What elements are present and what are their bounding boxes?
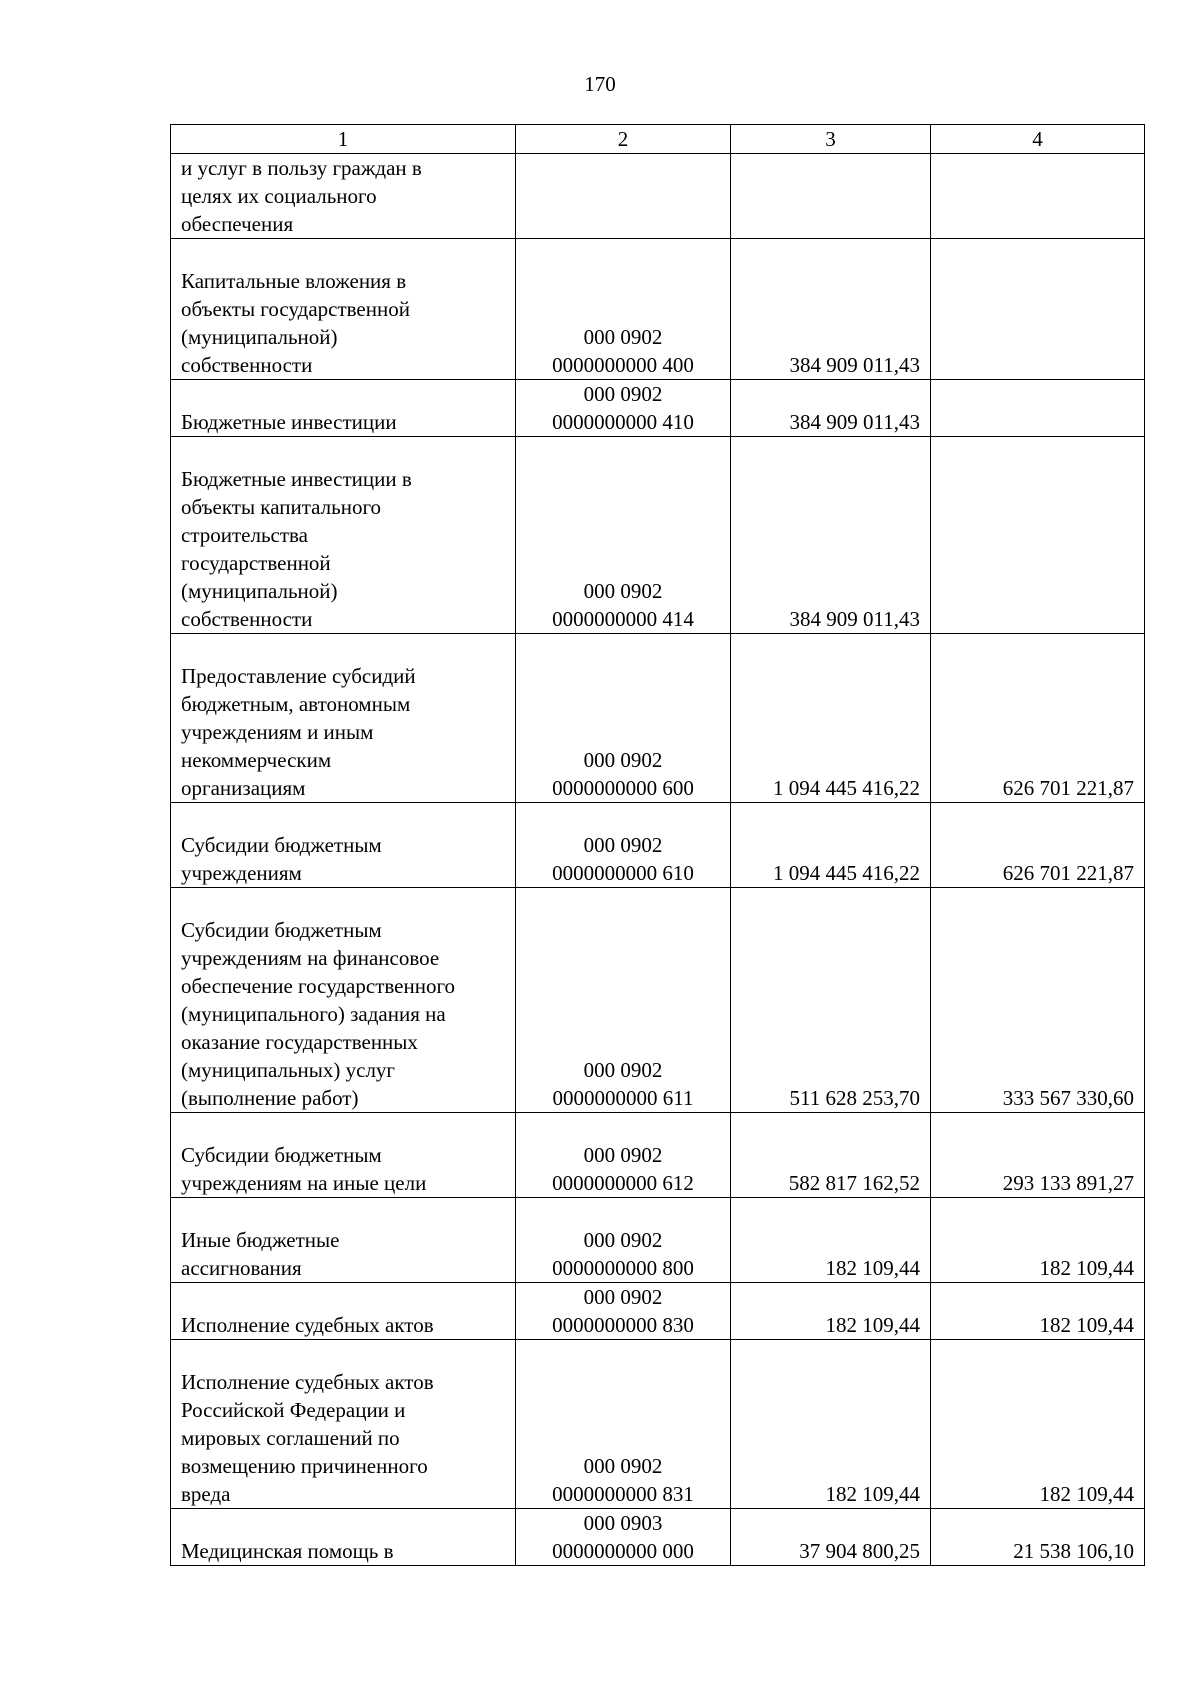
table-row	[171, 1113, 1145, 1198]
row-name-cell	[171, 634, 516, 803]
row-code-line: 0000000000 400	[552, 353, 694, 377]
table-row	[171, 437, 1145, 634]
row-code-cell	[516, 1283, 731, 1340]
row-name-line: собственности	[181, 353, 313, 377]
row-name-line: учреждениям и иным	[181, 720, 374, 744]
row-name-line: (муниципальной)	[181, 325, 338, 349]
row-name-line: объекты государственной	[181, 297, 410, 321]
row-col3-amount: 182 109,44	[731, 1283, 931, 1340]
table-header-row	[171, 125, 1145, 154]
row-code-line: 000 0902	[583, 1058, 663, 1082]
row-name-line	[181, 380, 505, 408]
row-code-line: 000 0902	[583, 1285, 663, 1309]
row-col3-amount: 511 628 253,70	[731, 888, 931, 1113]
row-col3-amount: 37 904 800,25	[731, 1509, 931, 1566]
column-header-4: 4	[931, 125, 1145, 154]
table-body	[171, 154, 1145, 1566]
page-number: 170	[584, 72, 616, 96]
row-col3-amount: 384 909 011,43	[731, 437, 931, 634]
row-code-line: 000 0902	[583, 833, 663, 857]
row-name-cell	[171, 239, 516, 380]
table-row	[171, 888, 1145, 1113]
row-col4-amount: 182 109,44	[931, 1198, 1145, 1283]
table-row	[171, 239, 1145, 380]
row-code-line: 000 0902	[583, 579, 663, 603]
row-code-line: 000 0902	[583, 748, 663, 772]
row-code-line: 000 0902	[583, 325, 663, 349]
row-name-line: собственности	[181, 607, 313, 631]
row-name-line: Исполнение судебных актов	[181, 1313, 434, 1337]
row-name-line: вреда	[181, 1482, 231, 1506]
row-col4-amount: 626 701 221,87	[931, 803, 1145, 888]
row-code-cell	[516, 634, 731, 803]
row-col4-amount: 333 567 330,60	[931, 888, 1145, 1113]
row-name-line: (муниципального) задания на	[181, 1002, 446, 1026]
row-name-line: Субсидии бюджетным	[181, 918, 382, 942]
row-code-line: 0000000000 612	[552, 1171, 694, 1195]
row-name-line: организациям	[181, 776, 306, 800]
row-name-line: Медицинская помощь в	[181, 1539, 394, 1563]
row-code-line	[526, 210, 720, 238]
row-col3-amount: 1 094 445 416,22	[731, 803, 931, 888]
row-code-cell	[516, 1113, 731, 1198]
row-name-line: Иные бюджетные	[181, 1228, 340, 1252]
row-code-cell	[516, 1340, 731, 1509]
row-name-line: государственной	[181, 551, 331, 575]
row-name-line	[181, 1340, 505, 1368]
row-name-line: Субсидии бюджетным	[181, 1143, 382, 1167]
row-name-line: возмещению причиненного	[181, 1454, 428, 1478]
row-code-line: 0000000000 414	[552, 607, 694, 631]
row-name-line: Субсидии бюджетным	[181, 833, 382, 857]
row-name-line	[181, 888, 505, 916]
row-code-cell	[516, 239, 731, 380]
row-name-line: учреждениям на иные цели	[181, 1171, 427, 1195]
row-code-line: 0000000000 800	[552, 1256, 694, 1280]
table-row	[171, 1509, 1145, 1566]
row-code-line: 000 0902	[583, 382, 663, 406]
row-code-line: 0000000000 600	[552, 776, 694, 800]
row-name-line	[181, 1113, 505, 1141]
row-name-line	[181, 803, 505, 831]
table-row	[171, 154, 1145, 239]
row-code-line: 0000000000 611	[552, 1086, 694, 1110]
row-name-line: мировых соглашений по	[181, 1426, 400, 1450]
row-col4-amount: 21 538 106,10	[931, 1509, 1145, 1566]
row-col4-amount: 182 109,44	[931, 1283, 1145, 1340]
row-name-cell	[171, 888, 516, 1113]
row-col3-amount: 182 109,44	[731, 1340, 931, 1509]
row-name-line: бюджетным, автономным	[181, 692, 411, 716]
row-code-line: 0000000000 610	[552, 861, 694, 885]
row-name-cell	[171, 1340, 516, 1509]
row-code-cell	[516, 437, 731, 634]
row-name-line: (муниципальной)	[181, 579, 338, 603]
row-name-line: строительства	[181, 523, 309, 547]
row-name-line: Предоставление субсидий	[181, 664, 416, 688]
row-name-line: объекты капитального	[181, 495, 382, 519]
row-name-line	[181, 1198, 505, 1226]
row-col3-amount: 384 909 011,43	[731, 380, 931, 437]
row-name-line: Капитальные вложения в	[181, 269, 407, 293]
table-row	[171, 634, 1145, 803]
column-header-2: 2	[516, 125, 731, 154]
row-name-cell	[171, 1509, 516, 1566]
row-code-cell	[516, 1198, 731, 1283]
row-code-cell	[516, 803, 731, 888]
row-name-line	[181, 1509, 505, 1537]
row-code-cell	[516, 1509, 731, 1566]
row-code-line	[526, 182, 720, 210]
row-col3-amount: 1 094 445 416,22	[731, 634, 931, 803]
row-col3-amount	[731, 154, 931, 239]
row-col4-amount	[931, 239, 1145, 380]
row-code-line: 0000000000 410	[552, 410, 694, 434]
column-header-3: 3	[731, 125, 931, 154]
row-col3-amount: 182 109,44	[731, 1198, 931, 1283]
row-code-line: 0000000000 000	[552, 1539, 694, 1563]
row-code-cell	[516, 154, 731, 239]
row-name-cell	[171, 803, 516, 888]
row-col4-amount	[931, 437, 1145, 634]
table-row	[171, 803, 1145, 888]
table-row	[171, 1198, 1145, 1283]
row-name-line: и услуг в пользу граждан в	[181, 156, 422, 180]
row-name-line: Бюджетные инвестиции	[181, 410, 397, 434]
row-col4-amount: 626 701 221,87	[931, 634, 1145, 803]
row-name-line: (выполнение работ)	[181, 1086, 359, 1110]
row-col4-amount: 293 133 891,27	[931, 1113, 1145, 1198]
row-code-line: 000 0902	[583, 1143, 663, 1167]
row-code-cell	[516, 888, 731, 1113]
column-header-1: 1	[171, 125, 516, 154]
row-code-line: 0000000000 830	[552, 1313, 694, 1337]
row-name-line: (муниципальных) услуг	[181, 1058, 396, 1082]
row-name-line: целях их социального	[181, 184, 377, 208]
row-name-line: обеспечения	[181, 212, 294, 236]
row-name-line: Бюджетные инвестиции в	[181, 467, 412, 491]
table-row	[171, 1283, 1145, 1340]
row-code-line: 000 0903	[583, 1511, 663, 1535]
table-row	[171, 1340, 1145, 1509]
row-code-line: 000 0902	[583, 1454, 663, 1478]
row-name-line: ассигнования	[181, 1256, 302, 1280]
row-col4-amount: 182 109,44	[931, 1340, 1145, 1509]
row-col3-amount: 582 817 162,52	[731, 1113, 931, 1198]
row-col4-amount	[931, 154, 1145, 239]
row-col3-amount: 384 909 011,43	[731, 239, 931, 380]
row-name-line: учреждениям на финансовое	[181, 946, 440, 970]
row-name-line	[181, 634, 505, 662]
row-name-line: обеспечение государственного	[181, 974, 456, 998]
budget-table	[170, 124, 1145, 1566]
row-code-line: 000 0902	[583, 1228, 663, 1252]
row-col4-amount	[931, 380, 1145, 437]
row-code-cell	[516, 380, 731, 437]
row-name-line	[181, 239, 505, 267]
row-name-cell	[171, 1113, 516, 1198]
row-name-line	[181, 437, 505, 465]
row-name-cell	[171, 437, 516, 634]
row-name-line: учреждениям	[181, 861, 302, 885]
row-name-line	[181, 1283, 505, 1311]
table-row	[171, 380, 1145, 437]
row-name-line: оказание государственных	[181, 1030, 418, 1054]
row-name-cell	[171, 1198, 516, 1283]
row-name-line: Исполнение судебных актов	[181, 1370, 434, 1394]
row-name-cell	[171, 1283, 516, 1340]
row-name-cell	[171, 154, 516, 239]
row-name-line: Российской Федерации и	[181, 1398, 406, 1422]
row-name-cell	[171, 380, 516, 437]
row-code-line: 0000000000 831	[552, 1482, 694, 1506]
row-name-line: некоммерческим	[181, 748, 332, 772]
